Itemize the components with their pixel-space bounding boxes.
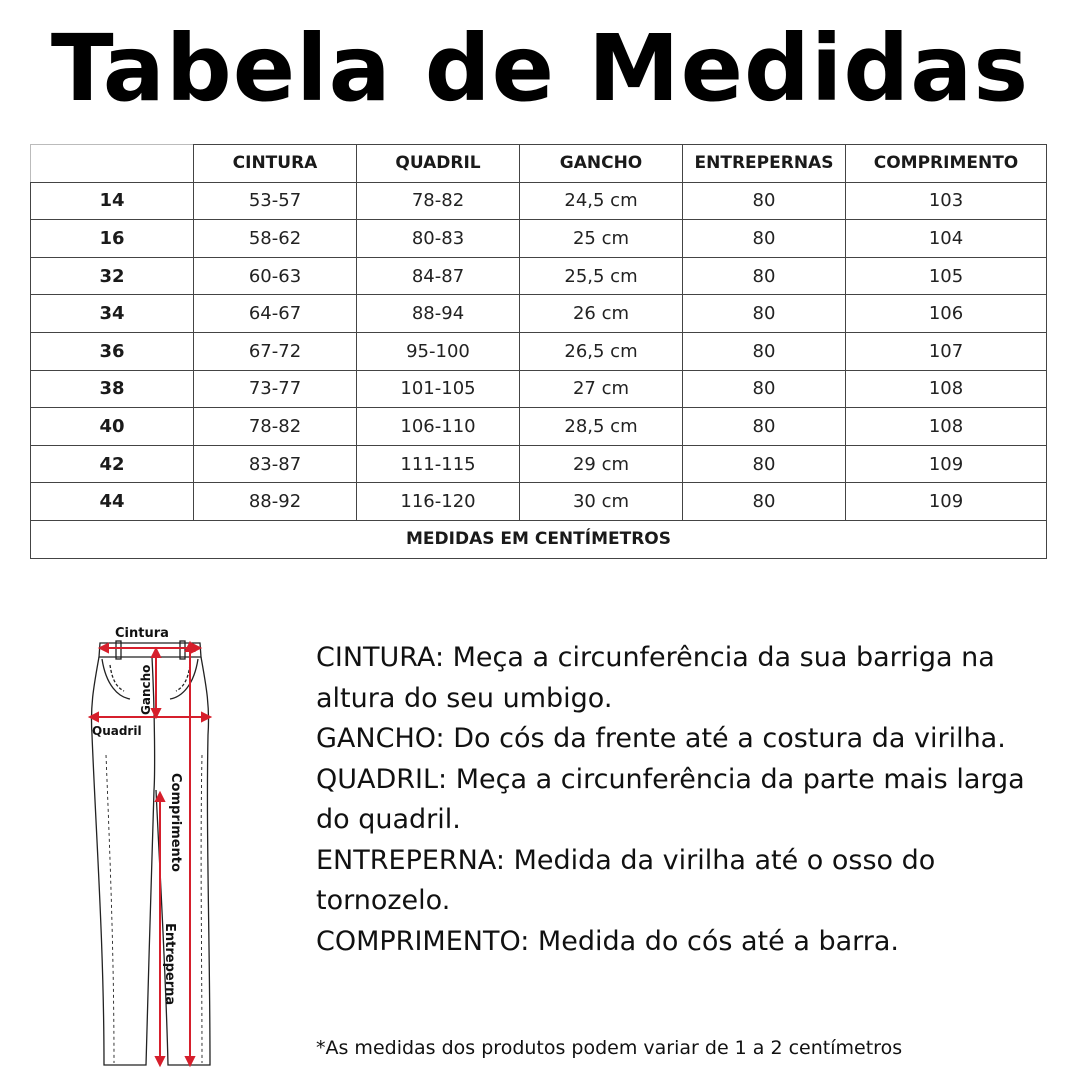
measure-cell: 78-82 (357, 182, 520, 220)
measure-cell: 80 (683, 445, 846, 483)
size-cell: 16 (31, 220, 194, 258)
header-entrepernas: ENTREPERNAS (683, 145, 846, 183)
size-cell: 44 (31, 483, 194, 521)
table-row (31, 408, 1047, 446)
measure-cell: 80 (683, 220, 846, 258)
measure-cell: 58-62 (194, 220, 357, 258)
desc-term: CINTURA (316, 642, 435, 673)
desc-gancho: GANCHO: Do cós da frente até a costura da virilha. (316, 723, 1006, 754)
desc-quadril: QUADRIL: Meça a circunferência da parte mais larga do quadril. (316, 763, 1025, 835)
desc-text: Do cós da frente até a costura da virilha. (453, 723, 1006, 754)
measure-cell: 26 cm (520, 295, 683, 333)
measure-cell: 95-100 (357, 332, 520, 370)
measure-cell: 108 (846, 370, 1047, 408)
desc-text: Medida do cós até a barra. (537, 925, 899, 957)
header-size (31, 145, 194, 183)
header-gancho: GANCHO (520, 145, 683, 183)
page-title: Tabela de Medidas (50, 15, 1030, 122)
desc-term: COMPRIMENTO (316, 925, 521, 957)
measure-cell: 29 cm (520, 445, 683, 483)
desc-term: GANCHO (316, 723, 436, 754)
measure-cell: 83-87 (194, 445, 357, 483)
table-row (31, 220, 1047, 258)
measure-cell: 67-72 (194, 332, 357, 370)
size-table (30, 144, 1047, 559)
measure-cell: 108 (846, 408, 1047, 446)
desc-text: Meça a circunferência da parte mais larga do quadril. (316, 763, 1025, 835)
header-cintura: CINTURA (194, 145, 357, 183)
measure-cell: 111-115 (357, 445, 520, 483)
size-cell: 38 (31, 370, 194, 408)
measure-cell: 80 (683, 182, 846, 220)
size-cell: 34 (31, 295, 194, 333)
measure-cell: 80-83 (357, 220, 520, 258)
header-quadril: QUADRIL (357, 145, 520, 183)
measure-cell: 26,5 cm (520, 332, 683, 370)
size-cell: 40 (31, 408, 194, 446)
measure-cell: 60-63 (194, 257, 357, 295)
measure-cell: 107 (846, 332, 1047, 370)
table-row (31, 445, 1047, 483)
measure-cell: 27 cm (520, 370, 683, 408)
label-cintura: Cintura (115, 626, 169, 641)
table-row (31, 182, 1047, 220)
measure-cell: 109 (846, 445, 1047, 483)
label-gancho: Gancho (139, 664, 153, 715)
measure-cell: 80 (683, 257, 846, 295)
desc-term: QUADRIL (316, 763, 439, 795)
measure-cell: 103 (846, 182, 1047, 220)
desc-term: ENTREPERNA (316, 844, 496, 876)
size-cell: 14 (31, 182, 194, 220)
desc-text: Medida da virilha até o osso do tornozelo. (316, 844, 936, 916)
measure-cell: 64-67 (194, 295, 357, 333)
desc-entreperna: ENTREPERNA: Medida da virilha até o osso do tornozelo. (316, 844, 936, 916)
label-quadril: Quadril (92, 724, 142, 738)
measure-cell: 106 (846, 295, 1047, 333)
measure-cell: 116-120 (357, 483, 520, 521)
table-row (31, 257, 1047, 295)
table-row (31, 295, 1047, 333)
measure-cell: 25 cm (520, 220, 683, 258)
desc-cintura: CINTURA: Meça a circunferência da sua barriga na altura do seu umbigo. (316, 642, 995, 714)
table-row (31, 483, 1047, 521)
measure-cell: 105 (846, 257, 1047, 295)
label-entreperna: Entreperna (162, 923, 177, 1006)
desc-comprimento: COMPRIMENTO: Medida do cós até a barra. (316, 925, 899, 957)
measure-cell: 80 (683, 370, 846, 408)
measure-cell: 73-77 (194, 370, 357, 408)
measure-cell: 53-57 (194, 182, 357, 220)
size-cell: 36 (31, 332, 194, 370)
measure-cell: 30 cm (520, 483, 683, 521)
measure-cell: 101-105 (357, 370, 520, 408)
measure-cell: 80 (683, 295, 846, 333)
measure-cell: 80 (683, 483, 846, 521)
desc-text: Meça a circunferência da sua barriga na altura do seu umbigo. (316, 642, 995, 714)
table-header-row (31, 145, 1047, 183)
measure-cell: 80 (683, 332, 846, 370)
table-row (31, 370, 1047, 408)
table-footer: MEDIDAS EM CENTÍMETROS (31, 520, 1047, 558)
measure-cell: 88-92 (194, 483, 357, 521)
measure-cell: 78-82 (194, 408, 357, 446)
label-comprimento: Comprimento (168, 773, 183, 872)
measure-cell: 80 (683, 408, 846, 446)
measure-cell: 106-110 (357, 408, 520, 446)
size-cell: 42 (31, 445, 194, 483)
measurement-descriptions (316, 638, 1056, 962)
footnote: *As medidas dos produtos podem variar de 1 a 2 centímetros (316, 1037, 903, 1059)
measure-cell: 104 (846, 220, 1047, 258)
measure-cell: 25,5 cm (520, 257, 683, 295)
measure-cell: 24,5 cm (520, 182, 683, 220)
table-row (31, 332, 1047, 370)
header-comprimento: COMPRIMENTO (846, 145, 1047, 183)
size-cell: 32 (31, 257, 194, 295)
measure-cell: 88-94 (357, 295, 520, 333)
measure-cell: 84-87 (357, 257, 520, 295)
jeans-diagram (60, 615, 250, 1080)
table-footer-row (31, 520, 1047, 558)
measure-cell: 28,5 cm (520, 408, 683, 446)
measure-cell: 109 (846, 483, 1047, 521)
table-body (31, 182, 1047, 520)
